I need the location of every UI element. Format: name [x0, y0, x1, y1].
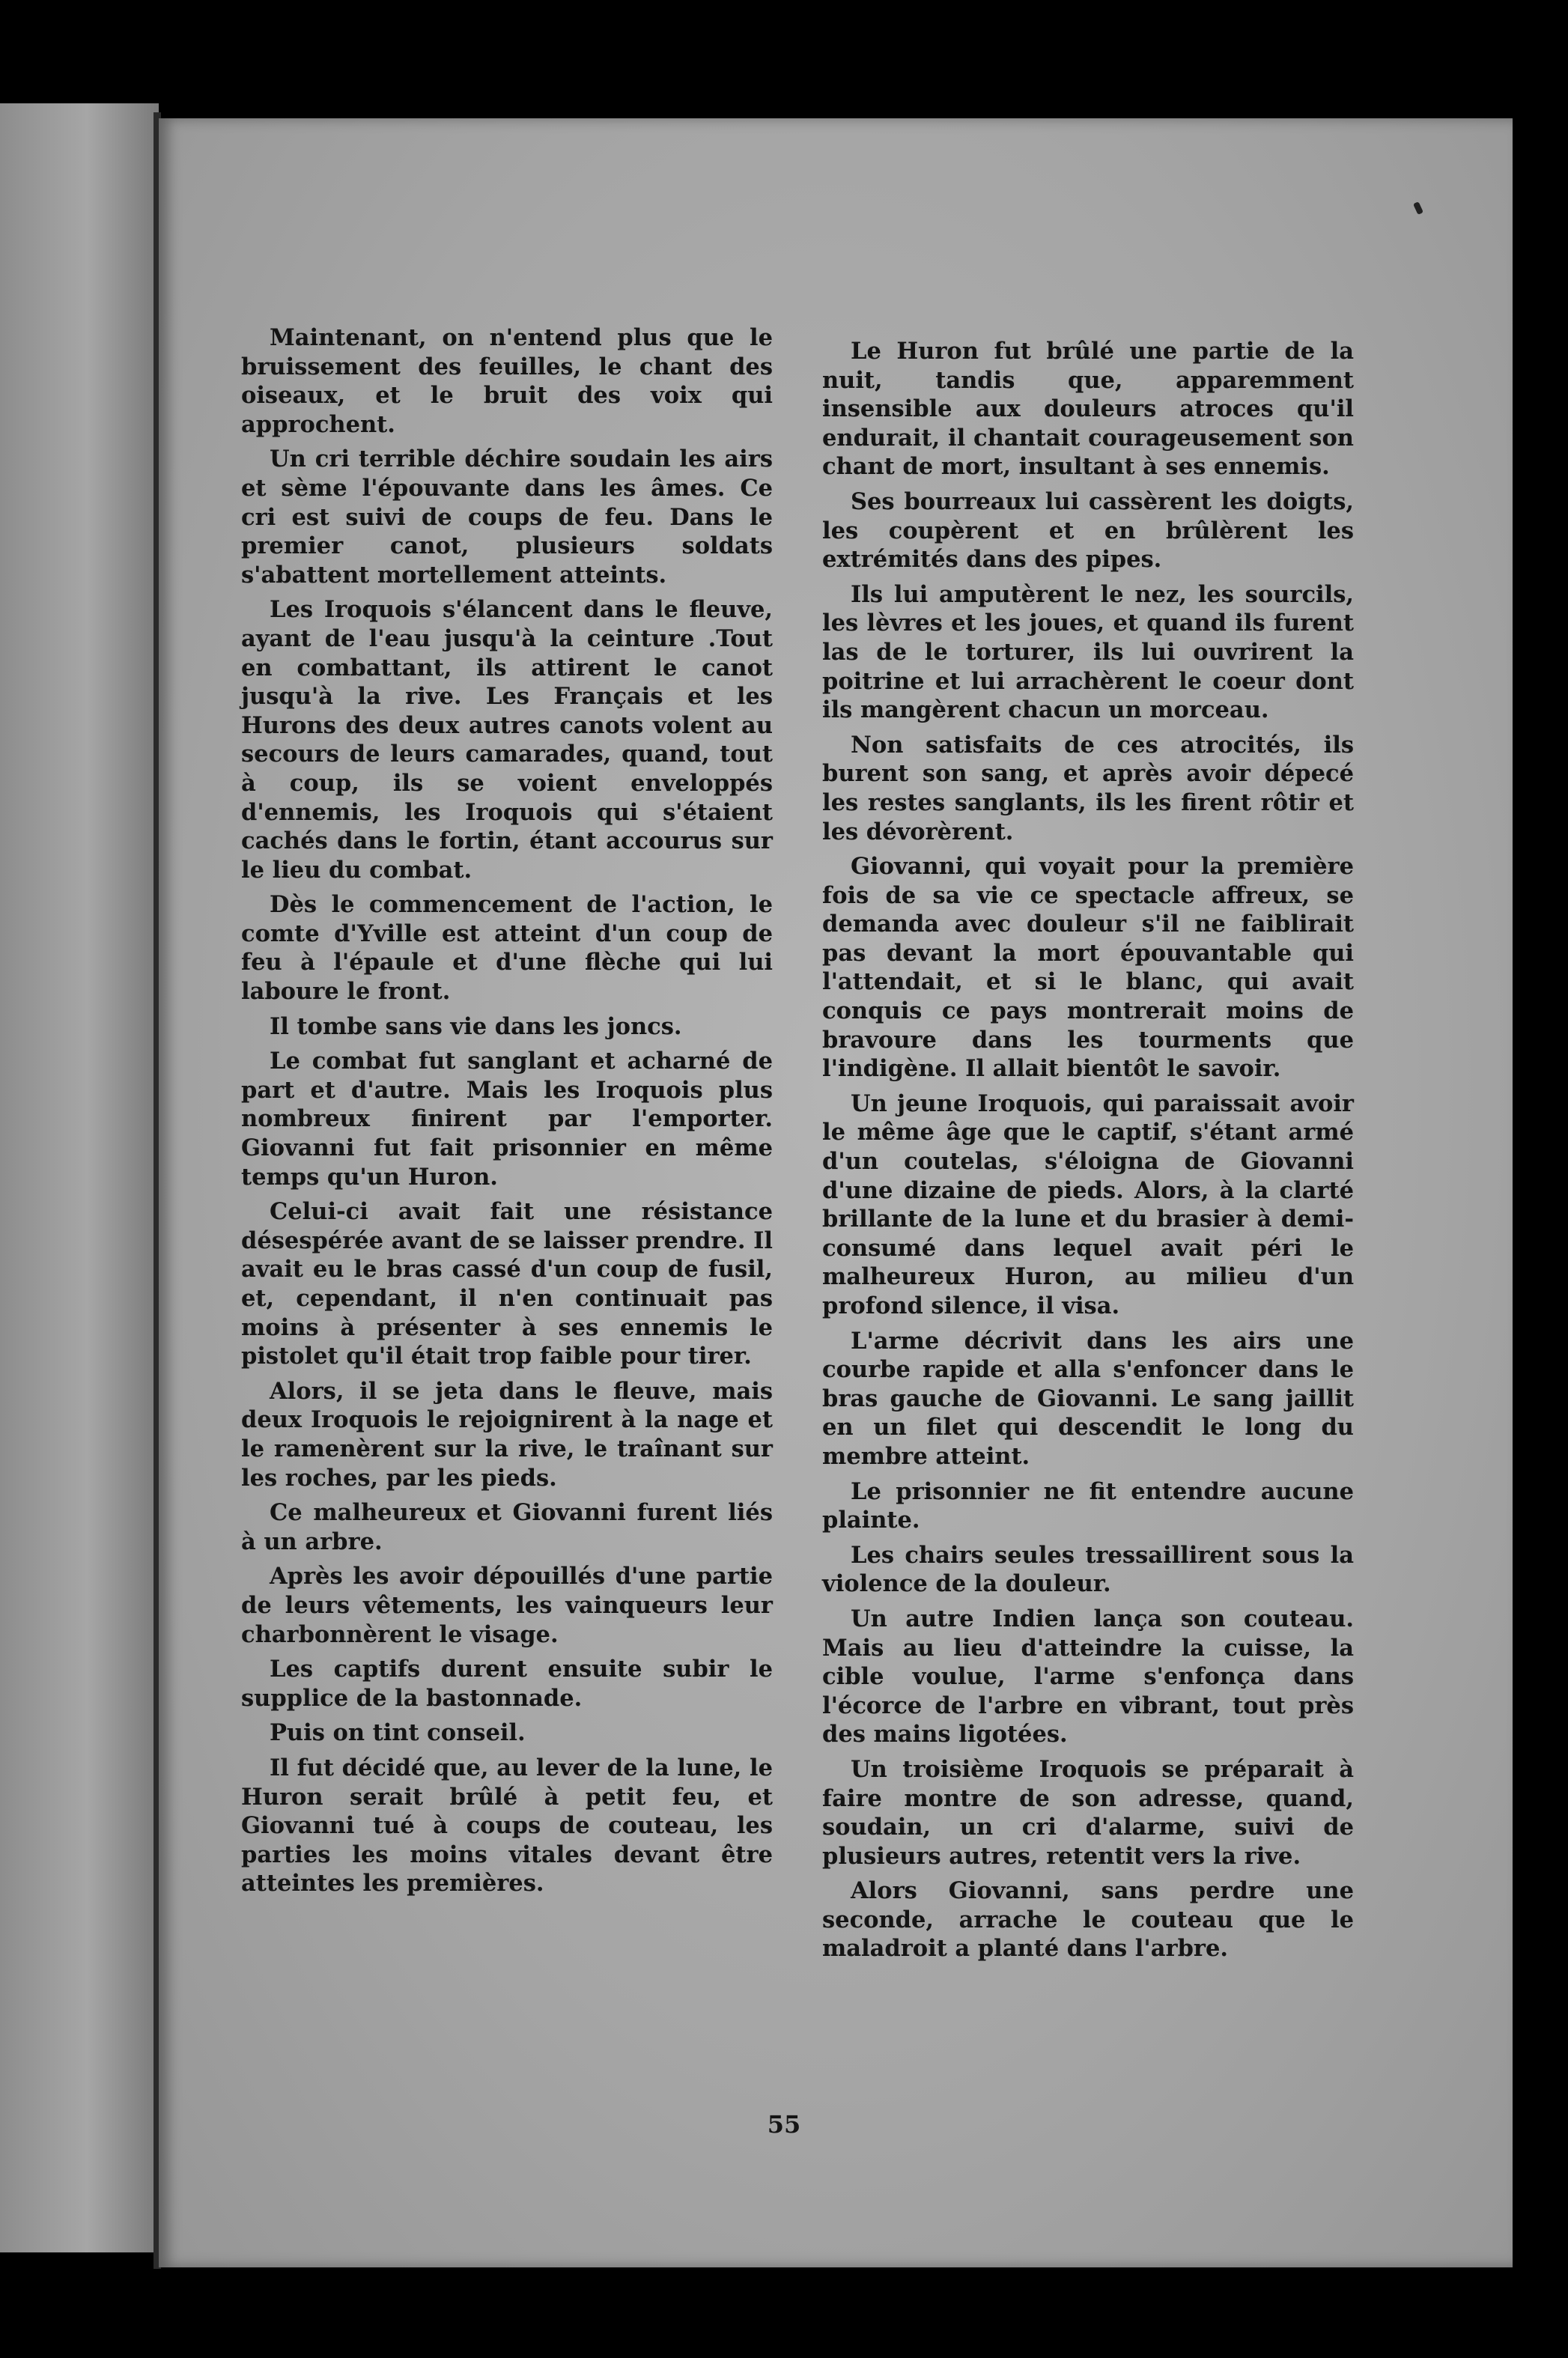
paragraph: Dès le commencement de l'action, le comte d'Yville est atteint d'un coup de feu à l'épaule et d'une flèche qui lui laboure le front. — [241, 891, 773, 1006]
paragraph: Maintenant, on n'entend plus que le bruissement des feuilles, le chant des oiseaux, et le bruit des voix qui approchent. — [241, 324, 773, 438]
paragraph: Alors Giovanni, sans perdre une seconde, arrache le couteau que le maladroit a planté dans l'arbre. — [822, 1877, 1354, 1963]
paragraph: Après les avoir dépouillés d'une partie de leurs vêtements, les vainqueurs leur charbonnèrent le visage. — [241, 1563, 773, 1648]
paragraph: Puis on tint conseil. — [270, 1719, 526, 1747]
paragraph: Ils lui amputèrent le nez, les sourcils, les lèvres et les joues, et quand ils furent las de le torturer, ils lui ouvrirent la poitrine et lui arrachèrent le coeur dont ils mangèrent chacun un morceau. — [822, 580, 1354, 724]
right-column — [822, 337, 1354, 1969]
paragraph: Les captifs durent ensuite subir le supplice de la bastonnade. — [241, 1656, 773, 1712]
paragraph: Les chairs seules tressaillirent sous la violence de la douleur. — [822, 1541, 1354, 1598]
paragraph: Le prisonnier ne fit entendre aucune plainte. — [822, 1477, 1354, 1534]
paragraph: Ce malheureux et Giovanni furent liés à un arbre. — [241, 1499, 773, 1555]
paragraph: Celui-ci avait fait une résistance désespérée avant de se laisser prendre. Il avait eu le bras cassé d'un coup de fusil, et, cependant, il n'en continuait pas moins à présenter à ses ennemis le pistolet qu'il était trop faible pour tirer. — [241, 1198, 773, 1370]
left-column — [241, 323, 773, 1904]
previous-page-edge — [0, 103, 159, 2252]
paragraph: Alors, il se jeta dans le fleuve, mais deux Iroquois le rejoignirent à la nage et le ramenèrent sur la rive, le traînant sur les roches, par les pieds. — [241, 1377, 773, 1492]
paragraph: Il tombe sans vie dans les joncs. — [270, 1012, 682, 1040]
paragraph: Non satisfaits de ces atrocités, ils burent son sang, et après avoir dépecé les restes sanglants, ils les firent rôtir et les dévorèrent. — [822, 731, 1354, 845]
paragraph: Ses bourreaux lui cassèrent les doigts, les coupèrent et en brûlèrent les extrémités dans des pipes. — [822, 487, 1354, 574]
paragraph: Il fut décidé que, au lever de la lune, le Huron serait brûlé à petit feu, et Giovanni tué à coups de couteau, les parties les moins vitales devant être atteintes les premières. — [241, 1754, 773, 1897]
paragraph: Un autre Indien lança son couteau. Mais au lieu d'atteindre la cuisse, la cible voulue, l'arme s'enfonça dans l'écorce de l'arbre en vibrant, tout près des mains ligotées. — [822, 1605, 1354, 1748]
page-number: 55 — [767, 2110, 801, 2139]
paragraph: Un jeune Iroquois, qui paraissait avoir le même âge que le captif, s'étant armé d'un coutelas, s'éloigna de Giovanni d'une dizaine de pieds. Alors, à la clarté brillante de la lune et du brasier à demi-consumé dans lequel avait péri le malheureux Huron, au milieu d'un profond silence, il visa. — [822, 1090, 1354, 1319]
paragraph: Le combat fut sanglant et acharné de part et d'autre. Mais les Iroquois plus nombreux finirent par l'emporter. Giovanni fut fait prisonnier en même temps qu'un Huron. — [241, 1048, 773, 1191]
paragraph: Le Huron fut brûlé une partie de la nuit, tandis que, apparemment insensible aux douleurs atroces qu'il endurait, il chantait courageusement son chant de mort, insultant à ses ennemis. — [822, 338, 1354, 481]
paragraph: L'arme décrivit dans les airs une courbe rapide et alla s'enfoncer dans le bras gauche de Giovanni. Le sang jaillit en un filet qui descendit le long du membre atteint. — [822, 1327, 1354, 1470]
paragraph: Un cri terrible déchire soudain les airs et sème l'épouvante dans les âmes. Ce cri est suivi de coups de feu. Dans le premier canot, plusieurs soldats s'abattent mortellement atteints. — [241, 446, 773, 589]
paragraph: Un troisième Iroquois se préparait à faire montre de son adresse, quand, soudain, un cri d'alarme, suivi de plusieurs autres, retentit vers la rive. — [822, 1755, 1354, 1870]
paragraph: Giovanni, qui voyait pour la première fois de sa vie ce spectacle affreux, se demanda avec douleur s'il ne faiblirait pas devant la mort épouvantable qui l'attendait, et si le blanc, qui avait conquis ce pays montrerait moins de bravoure dans les tourments que l'indigène. Il allait bientôt le savoir. — [822, 853, 1354, 1083]
paragraph: Les Iroquois s'élancent dans le fleuve, ayant de l'eau jusqu'à la ceinture .Tout en combattant, ils attirent le canot jusqu'à la rive. Les Français et les Hurons des deux autres canots volent au secours de leurs camarades, quand, tout à coup, ils se voient enveloppés d'ennemis, les Iroquois qui s'étaient cachés dans le fortin, étant accourus sur le lieu du combat. — [241, 596, 773, 884]
